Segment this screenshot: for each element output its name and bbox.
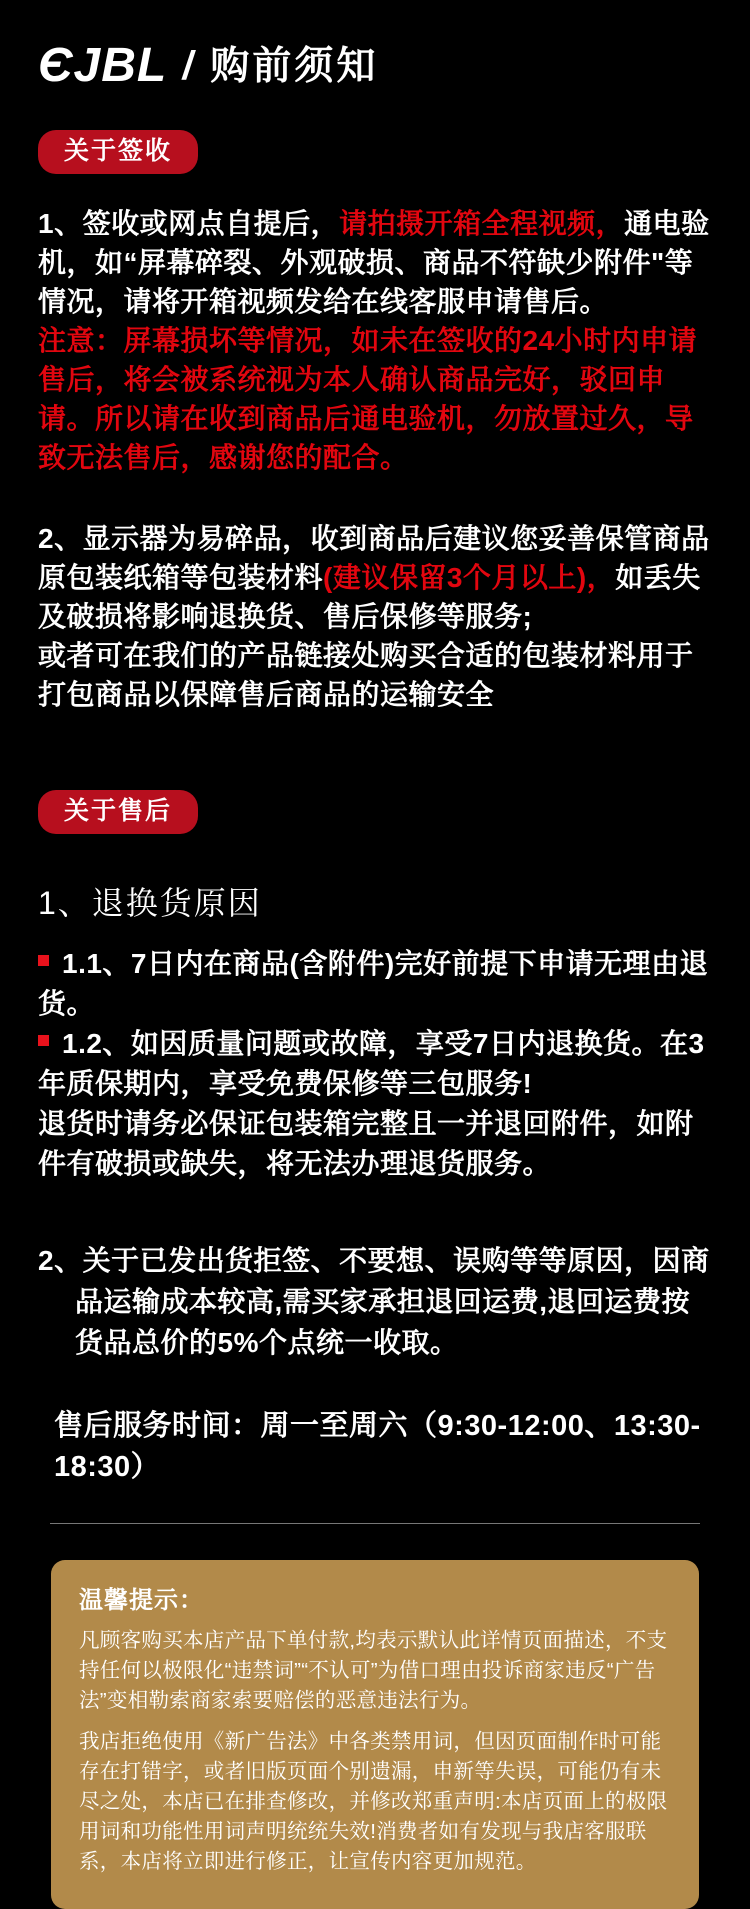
badge-about-aftersale: 关于售后 [38,790,198,834]
header-slash: / [180,44,198,88]
red-square-bullet-icon [38,1035,49,1046]
section-divider [50,1523,700,1524]
return-reasons-list [38,944,712,1184]
warm-tips-title: 温馨提示： [79,1587,204,1614]
return-reasons-heading: 1、退换货原因 [38,885,262,921]
signing-paragraph-1 [38,204,712,321]
brand-logo: ЄJBL [38,39,168,92]
warm-tips-paragraph-1: 凡顾客购买本店产品下单付款,均表示默认此详情页面描述，不支持任何以极限化“违禁词”“不认可”为借口理由投诉商家违反“广告法”变相勒索商家索要赔偿的恶意违法行为。 [79,1629,668,1712]
signing-p2-red-text: (建议保留3个月以上)， [323,562,616,593]
list-item-text: 1.1、7日内在商品(含附件)完好前提下申请无理由退货。 [38,948,709,1019]
signing-p2-text-2: 如丢失及破损将影响退换货、售后保修等服务; [38,562,701,632]
page-title: 购前须知 [210,44,379,88]
signing-p1-red-text: 请拍摄开箱全程视频， [339,208,625,239]
signing-paragraph-2 [38,519,712,714]
list-item [38,944,712,1024]
list-item [38,1024,712,1104]
return-packaging-note: 退货时请务必保证包装箱完整且一并退回附件，如附件有破损或缺失，将无法办理退货服务。 [38,1108,694,1179]
reject-shipping-note: 2、关于已发出货拒签、不要想、误购等等原因，因商品运输成本较高,需买家承担退回运费,退回运费按货品总价的5%个点统一收取。 [38,1245,710,1358]
red-square-bullet-icon [38,955,49,966]
service-hours: 售后服务时间：周一至周六（9:30-12:00、13:30-18:30） [54,1410,701,1483]
badge-about-signing: 关于签收 [38,130,198,174]
header [38,0,712,90]
signing-p1-text-2: 通电验机，如“屏幕碎裂、外观破损、商品不符缺少附件"等情况，请将开箱视频发给在线客服申请售后。 [38,208,710,317]
signing-p1-text: 1、签收或网点自提后， [38,208,340,239]
warm-tips-paragraph-2: 我店拒绝使用《新广告法》中各类禁用词，但因页面制作时可能存在打错字，或者旧版页面个别遗漏，申新等失误，可能仍有未尽之处，本店已在排查修改，并修改郑重声明:本店页面上的极限用词和功能性用词声明统统失效!消费者如有发现与我店客服联系，本店将立即进行修正，让宣传内容更加规范。 [79,1730,668,1873]
warm-tips-box [51,1560,699,1909]
signing-p2-line [38,519,712,636]
signing-p2-alt-line: 或者可在我们的产品链接处购买合适的包装材料用于打包商品以保障售后商品的运输安全 [38,640,694,710]
list-item-text: 1.2、如因质量问题或故障，享受7日内退换货。在3年质保期内，享受免费保修等三包服务! [38,1028,705,1099]
signing-warning-note: 注意：屏幕损坏等情况，如未在签收的24小时内申请售后，将会被系统视为本人确认商品完好，驳回申请。所以请在收到商品后通电验机，勿放置过久，导致无法售后，感谢您的配合。 [38,325,698,473]
signing-p2-text: 2、显示器为易碎品，收到商品后建议您妥善保管商品原包装纸箱等包装材料 [38,523,710,593]
